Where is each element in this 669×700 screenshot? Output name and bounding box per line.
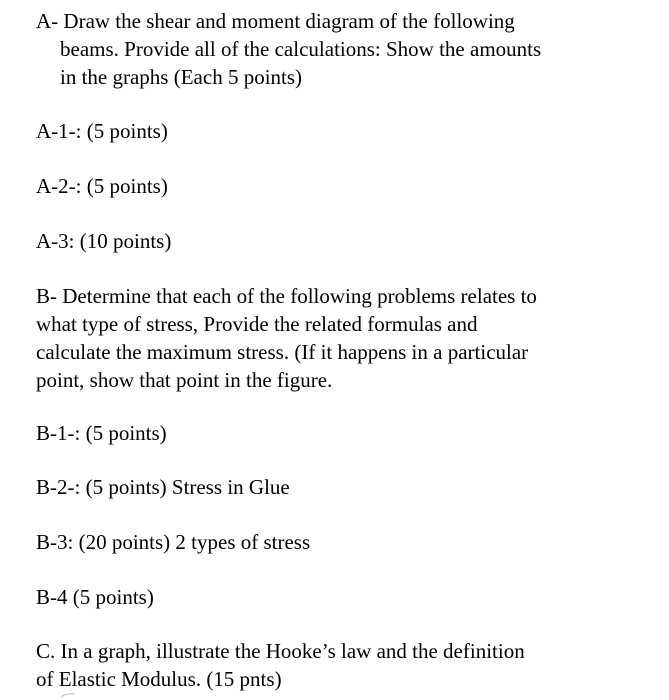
section-b-instructions: [36, 282, 537, 394]
section-b-line-1: B- Determine that each of the following problems relates to: [36, 284, 537, 308]
section-a-line-2: beams. Provide all of the calculations: Show the amounts: [60, 37, 542, 61]
item-a-3: A-3: (10 points): [36, 229, 172, 253]
section-b-line-2: what type of stress, Provide the related formulas and: [36, 312, 478, 336]
item-b-1: B-1-: (5 points): [36, 421, 167, 445]
section-b-line-3: calculate the maximum stress. (If it happens in a particular: [36, 340, 529, 364]
section-c-line-2: of Elastic Modulus. (15 pnts): [36, 667, 282, 691]
item-a-1: A-1-: (5 points): [36, 119, 168, 143]
pen-stroke-mark: [60, 692, 76, 698]
item-b-3: B-3: (20 points) 2 types of stress: [36, 530, 311, 554]
item-b-4: B-4 (5 points): [36, 585, 154, 609]
item-b-2: B-2-: (5 points) Stress in Glue: [36, 475, 290, 499]
section-a-line-1: A- Draw the shear and moment diagram of the following: [36, 9, 515, 33]
section-a-instructions: [36, 7, 541, 91]
section-b-line-4: point, show that point in the figure.: [36, 368, 333, 392]
section-c-instructions: [36, 637, 525, 693]
section-c-line-1: C. In a graph, illustrate the Hooke’s law and the definition: [36, 639, 525, 663]
section-a-line-3: in the graphs (Each 5 points): [60, 65, 303, 89]
item-a-2: A-2-: (5 points): [36, 174, 168, 198]
